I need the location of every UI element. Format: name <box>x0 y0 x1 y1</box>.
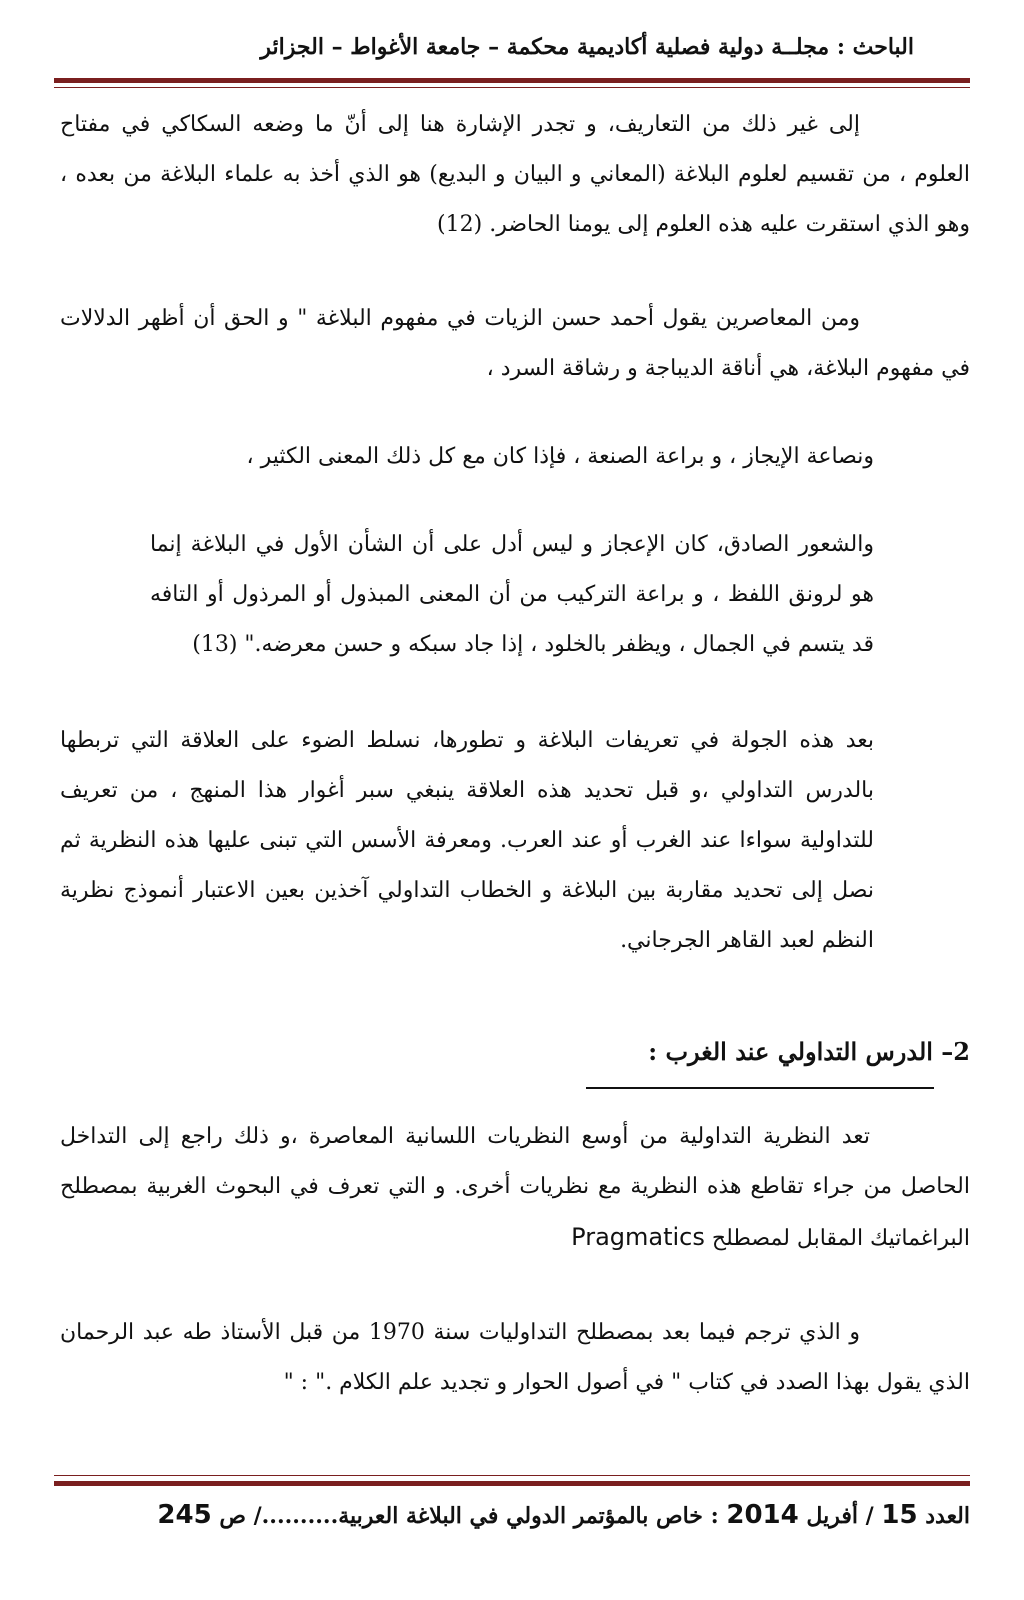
paragraph-5: بعد هذه الجولة في تعريفات البلاغة و تطورها، نسلط الضوء على العلاقة التي تربطها بالدرس التداولي ،و قبل تحديد هذه العلاقة ينبغي سبر أغوار هذا المنهج ، من تعريف للتداولية سواءا عند الغرب أو عند العرب. ومعرفة الأسس التي تبنى عليها هذه النظرية ثم نصل إلى تحديد مقاربة بين البلاغة و الخطاب التداولي آخذين بعين الاعتبار أنموذج نظرية النظم لعبد القاهر الجرجاني. <box>60 728 874 953</box>
footer-month: أفريل <box>806 1503 858 1529</box>
footer-rule-thick <box>54 1481 970 1486</box>
footer-line <box>54 1500 970 1530</box>
footer-issue-label: العدد <box>925 1503 970 1529</box>
paragraph-6-text: تعد النظرية التداولية من أوسع النظريات اللسانية المعاصرة ،و ذلك راجع إلى التداخل الحاصل من جراء تقاطع هذه النظرية مع نظريات أخرى. و التي تعرف في البحوث الغربية بمصطلح البراغماتيك المقابل لمصطلح <box>60 1124 970 1251</box>
paragraph-2: ومن المعاصرين يقول أحمد حسن الزيات في مفهوم البلاغة " و الحق أن أظهر الدلالات في مفهوم البلاغة، هي أناقة الديباجة و رشاقة السرد ، <box>60 306 970 381</box>
footer-page-number: 245 <box>157 1500 212 1530</box>
journal-header: الباحث : مجلــة دولية فصلية أكاديمية محكمة – جامعة الأغواط – الجزائر <box>260 34 914 60</box>
section-heading-underline <box>586 1087 934 1089</box>
footer-separator: / <box>865 1503 874 1529</box>
paragraph-3: ونصاعة الإيجاز ، و براعة الصنعة ، فإذا كان مع كل ذلك المعنى الكثير ، <box>246 444 874 469</box>
footer-special: : خاص بالمؤتمر الدولي في البلاغة العربية........../ ص <box>219 1503 719 1529</box>
section-heading: 2– الدرس التداولي عند الغرب : <box>648 1037 970 1066</box>
footer-year: 2014 <box>726 1500 799 1530</box>
paragraph-7: و الذي ترجم فيما بعد بمصطلح التداوليات سنة 1970 من قبل الأستاذ طه عبد الرحمان الذي يقول بهذا الصدد في كتاب " في أصول الحوار و تجديد علم الكلام ." : " <box>60 1320 970 1395</box>
paragraph-6-latin-term: Pragmatics <box>571 1223 705 1251</box>
paragraph-6 <box>60 1112 970 1264</box>
header-rule-thin <box>54 87 970 88</box>
paragraph-1: إلى غير ذلك من التعاريف، و تجدر الإشارة هنا إلى أنّ ما وضعه السكاكي في مفتاح العلوم ، من تقسيم لعلوم البلاغة (المعاني و البيان و البديع) هو الذي أخذ به علماء البلاغة من بعده ، وهو الذي استقرت عليه هذه العلوم إلى يومنا الحاضر. (12) <box>60 112 970 237</box>
header-rule-thick <box>54 78 970 83</box>
paragraph-4: والشعور الصادق، كان الإعجاز و ليس أدل على أن الشأن الأول في البلاغة إنما هو لرونق اللفظ ، و براعة التركيب من أن المعنى المبذول أو المرذول أو التافه قد يتسم في الجمال ، ويظفر بالخلود ، إذا جاد سبكه و حسن معرضه." (13) <box>150 532 874 657</box>
footer-rule-thin <box>54 1475 970 1476</box>
footer-issue-number: 15 <box>881 1500 918 1530</box>
